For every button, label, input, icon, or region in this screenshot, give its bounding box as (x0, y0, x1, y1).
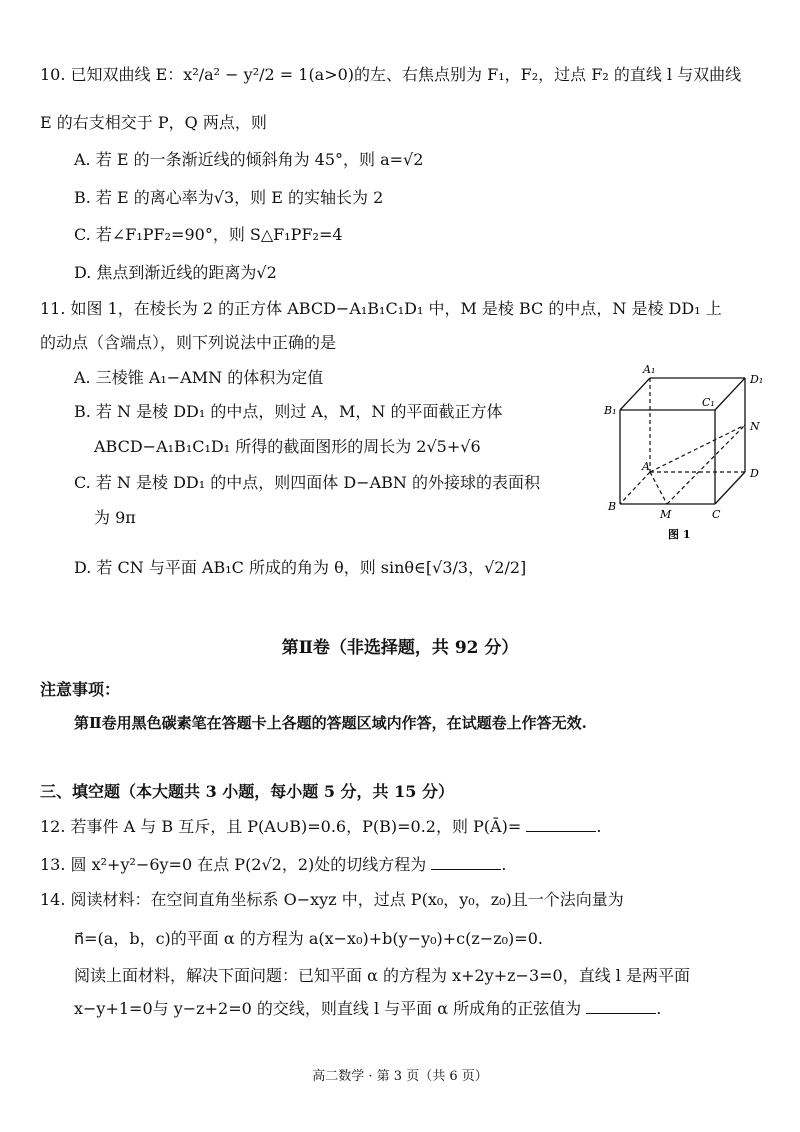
part2-heading: 第Ⅱ卷（非选择题，共 92 分） (281, 638, 519, 658)
q14-answer-blank (586, 999, 656, 1014)
q14-line2: n⃗=(a，b，c)的平面 α 的方程为 a(x−x₀)+b(y−y₀)+c(z−z₀)=0. (74, 929, 543, 948)
edge-a1-b1 (620, 378, 650, 410)
q14-line4 (74, 999, 661, 1019)
q12-stem: 12. 若事件 A 与 B 互斥，且 P(A∪B)=0.6，P(B)=0.2，则 P(Ā)= (40, 817, 522, 836)
q12-text (40, 817, 601, 837)
label-b1: B₁ (604, 404, 617, 417)
q13-period: . (501, 855, 507, 874)
q13-text (40, 855, 506, 875)
segment-a-n (650, 425, 745, 472)
q10-option-a: A. 若 E 的一条渐近线的倾斜角为 45°，则 a=√2 (74, 150, 424, 169)
notice-text: 第Ⅱ卷用黑色碳素笔在答题卡上各题的答题区域内作答，在试题卷上作答无效. (74, 714, 587, 732)
q14-stem: x−y+1=0与 y−z+2=0 的交线，则直线 l 与平面 α 所成角的正弦值为 (74, 999, 582, 1018)
label-d1: D₁ (750, 373, 764, 386)
label-d: D (750, 467, 759, 480)
q11-option-d: D. 若 CN 与平面 AB₁C 所成的角为 θ，则 sinθ∈[√3/3，√2/2] (74, 558, 527, 577)
q12-answer-blank (526, 817, 596, 832)
q14-period: . (656, 999, 662, 1018)
q13-answer-blank (431, 855, 501, 870)
page-footer: 高二数学 · 第 3 页（共 6 页） (312, 1069, 488, 1084)
q10-stem-line1: 10. 已知双曲线 E：x²/a² − y²/2 = 1(a>0)的左、右焦点别为 F₁，F₂，过点 F₂ 的直线 l 与双曲线 (40, 65, 742, 84)
label-c1: C₁ (702, 396, 715, 409)
q11-option-c-line2: 为 9π (94, 508, 136, 527)
label-b: B (608, 500, 617, 513)
q11-option-b-line2: ABCD−A₁B₁C₁D₁ 所得的截面图形的周长为 2√5+√6 (94, 437, 481, 456)
q10-option-d: D. 焦点到渐近线的距离为√2 (74, 263, 277, 282)
segment-m-n (667, 425, 745, 504)
q12-period: . (596, 817, 602, 836)
edge-d1-c1 (715, 378, 745, 410)
q11-stem-line1: 11. 如图 1，在棱长为 2 的正方体 ABCD−A₁B₁C₁D₁ 中，M 是棱 BC 的中点，N 是棱 DD₁ 上 (40, 299, 722, 318)
q14-line1: 14. 阅读材料：在空间直角坐标系 O−xyz 中，过点 P(x₀，y₀，z₀)且一个法向量为 (40, 890, 624, 909)
figure-caption: 图 1 (668, 528, 691, 541)
q11-option-a: A. 三棱锥 A₁−AMN 的体积为定值 (74, 368, 324, 387)
q10-stem-line2: E 的右支相交于 P，Q 两点，则 (40, 113, 267, 132)
edge-a-b (620, 472, 650, 504)
q11-option-c-line1: C. 若 N 是棱 DD₁ 的中点，则四面体 D−ABN 的外接球的表面积 (74, 473, 540, 492)
q11-stem-line2: 的动点（含端点），则下列说法中正确的是 (40, 333, 337, 352)
edge-d-c (715, 472, 745, 504)
label-a: A (642, 460, 650, 473)
figure-1-cube (600, 360, 780, 550)
section3-heading: 三、填空题（本大题共 3 小题，每小题 5 分，共 15 分） (40, 782, 454, 801)
notice-title: 注意事项： (40, 680, 121, 699)
label-c: C (712, 508, 721, 521)
q10-option-c: C. 若∠F₁PF₂=90°，则 S△F₁PF₂=4 (74, 225, 343, 244)
q14-line3: 阅读上面材料，解决下面问题：已知平面 α 的方程为 x+2y+z−3=0，直线 l 是两平面 (74, 966, 691, 985)
label-n: N (750, 420, 760, 433)
q10-option-b: B. 若 E 的离心率为√3，则 E 的实轴长为 2 (74, 188, 384, 207)
q11-option-b-line1: B. 若 N 是棱 DD₁ 的中点，则过 A，M，N 的平面截正方体 (74, 402, 503, 421)
segment-a-m (650, 472, 667, 504)
label-m: M (660, 508, 672, 521)
label-a1: A₁ (643, 363, 656, 376)
q13-stem: 13. 圆 x²+y²−6y=0 在点 P(2√2，2)处的切线方程为 (40, 855, 427, 874)
